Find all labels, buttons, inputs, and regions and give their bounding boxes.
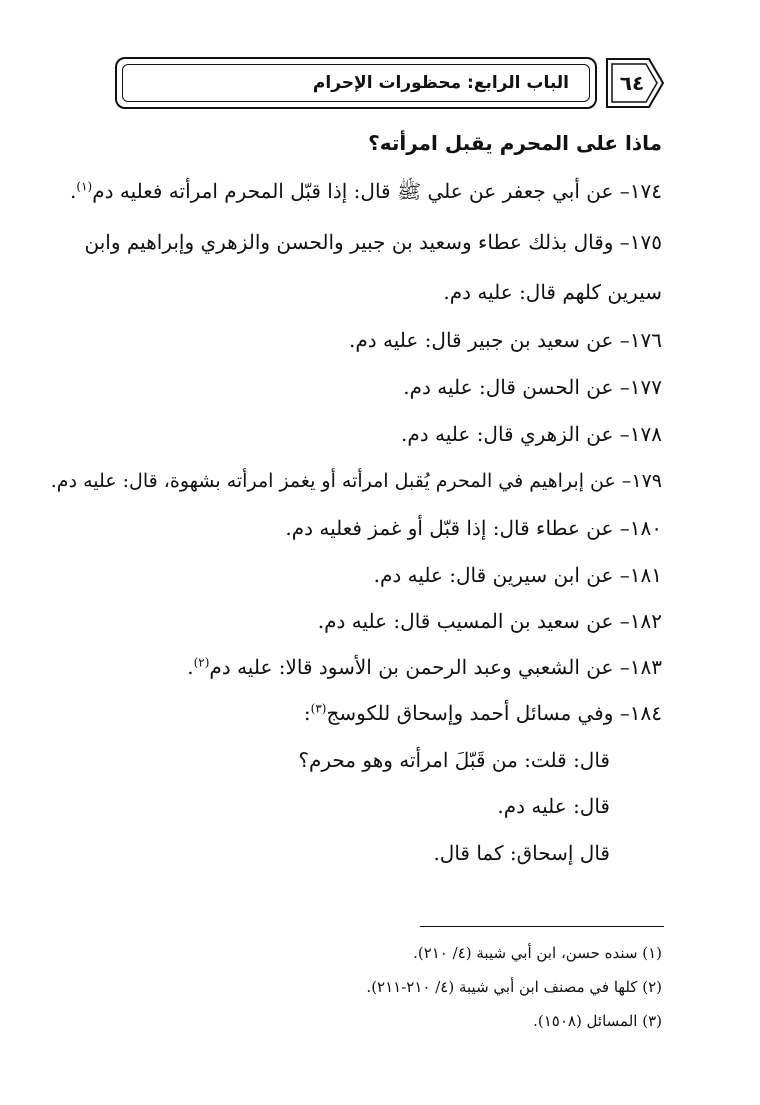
entry-176: ١٧٦– عن سعيد بن جبير قال: عليه دم. (349, 328, 662, 352)
entry-175: ١٧٥– وقال بذلك عطاء وسعيد بن جبير والحسن والزهري وإبراهيم وابن (84, 230, 662, 254)
dialogue-line-1: قال: قلت: من قَبّلَ امرأته وهو محرم؟ (298, 748, 610, 772)
page-number: ٦٤ (619, 71, 645, 95)
entry-178: ١٧٨– عن الزهري قال: عليه دم. (401, 422, 662, 446)
footnote-divider (420, 926, 664, 927)
section-title: ماذا على المحرم يقبل امرأته؟ (368, 131, 662, 155)
footnote-ref-2: (٢) (193, 655, 210, 670)
entry-184: ١٨٤– وفي مسائل أحمد وإسحاق للكوسج$^{(٣)}$: (303, 701, 662, 725)
footnote-1: (١) سنده حسن، ابن أبي شيبة (٤/ ٢١٠). (413, 944, 662, 962)
entry-183: ١٨٣– عن الشعبي وعبد الرحمن بن الأسود قالا: عليه دم$^{(٢)}$. (187, 655, 662, 679)
chapter-header-frame (115, 57, 597, 109)
footnote-ref-3: (٣) (310, 701, 327, 716)
chapter-title: الباب الرابع: محظورات الإحرام (312, 73, 569, 93)
footnote-2: (٢) كلها في مصنف ابن أبي شيبة (٤/ ٢١٠-٢١١). (366, 978, 662, 996)
footnote-3: (٣) المسائل (١٥٠٨). (533, 1012, 662, 1030)
page-number-badge (605, 57, 665, 109)
entry-180: ١٨٠– عن عطاء قال: إذا قبّل أو غمز فعليه دم. (285, 516, 662, 540)
entry-175-continued: سيرين كلهم قال: عليه دم. (443, 280, 662, 304)
entry-181: ١٨١– عن ابن سيرين قال: عليه دم. (373, 563, 662, 587)
entry-182: ١٨٢– عن سعيد بن المسيب قال: عليه دم. (317, 609, 662, 633)
entry-174: ١٧٤– عن أبي جعفر عن علي ﷺ قال: إذا قبّل المحرم امرأته فعليه دم$^{(١)}$. (70, 179, 662, 203)
chapter-header-inner (122, 64, 590, 102)
dialogue-line-2: قال: عليه دم. (497, 794, 610, 818)
footnote-ref-1: (١) (76, 179, 93, 194)
entry-177: ١٧٧– عن الحسن قال: عليه دم. (403, 375, 662, 399)
dialogue-line-3: قال إسحاق: كما قال. (433, 841, 610, 865)
entry-179: ١٧٩– عن إبراهيم في المحرم يُقبل امرأته أو يغمز امرأته بشهوة، قال: عليه دم. (50, 470, 662, 492)
